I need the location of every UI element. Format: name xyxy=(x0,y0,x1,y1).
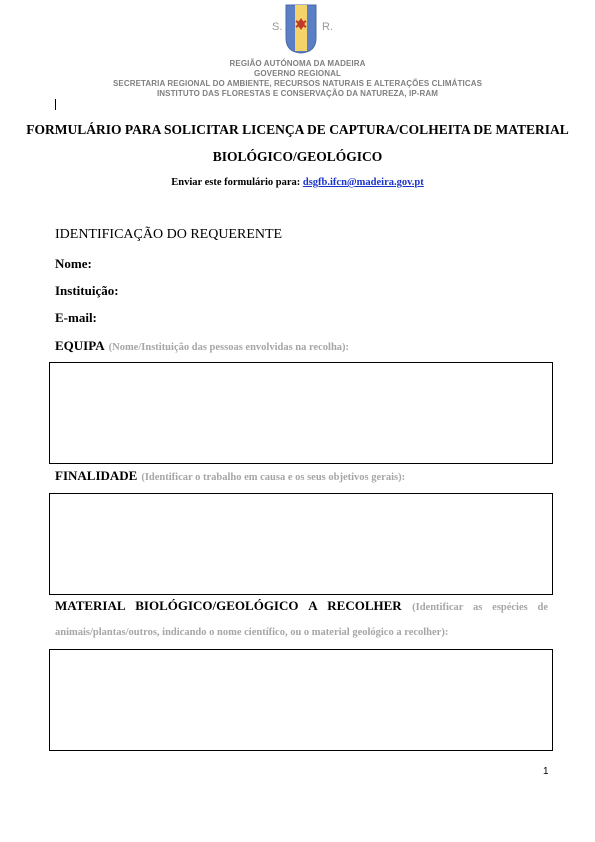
org-line-institute: INSTITUTO DAS FLORESTAS E CONSERVAÇÃO DA NATUREZA, IP-RAM xyxy=(156,89,439,98)
institution-label: Instituição: xyxy=(55,283,119,298)
material-hint-line-1: (Identificar as espécies de xyxy=(412,602,549,613)
org-line-government: GOVERNO REGIONAL xyxy=(254,69,341,78)
email-label: E-mail: xyxy=(55,310,97,325)
material-hint-line-2-wrap xyxy=(55,627,548,638)
page-number: 1 xyxy=(543,766,549,777)
email-link[interactable]: dsgfb.ifcn@madeira.gov.pt xyxy=(302,177,424,188)
send-instructions xyxy=(0,177,595,188)
coat-of-arms-logo xyxy=(285,4,317,54)
material-label: MATERIAL BIOLÓGICO/GEOLÓGICO A RECOLHER xyxy=(55,598,402,613)
material-heading xyxy=(55,598,548,616)
crest-letter-r: R. xyxy=(322,21,333,33)
purpose-label: FINALIDADE xyxy=(55,468,138,483)
text-cursor xyxy=(55,99,56,110)
purpose-hint: (Identificar o trabalho em causa e os seus objetivos gerais): xyxy=(141,472,406,483)
team-input-box[interactable] xyxy=(49,362,553,464)
material-hint-line-2: animais/plantas/outros, indicando o nome científico, ou o material geológico a recolher): xyxy=(55,627,449,638)
send-prefix: Enviar este formulário para: xyxy=(171,177,301,188)
team-label: EQUIPA xyxy=(55,338,105,353)
name-label: Nome: xyxy=(55,256,92,271)
org-line-region: REGIÃO AUTÓNOMA DA MADEIRA xyxy=(229,59,366,68)
purpose-input-box[interactable] xyxy=(49,493,553,595)
purpose-heading xyxy=(55,467,405,485)
form-title-line-1: FORMULÁRIO PARA SOLICITAR LICENÇA DE CAPTURA/COLHEITA DE MATERIAL xyxy=(26,122,569,137)
requester-section-title: IDENTIFICAÇÃO DO REQUERENTE xyxy=(55,227,283,242)
crest-letter-s: S. xyxy=(272,21,283,33)
org-line-secretariat: SECRETARIA REGIONAL DO AMBIENTE, RECURSOS NATURAIS E ALTERAÇÕES CLIMÁTICAS xyxy=(112,79,483,88)
team-heading xyxy=(55,337,349,355)
material-input-box[interactable] xyxy=(49,649,553,751)
form-title-line-2: BIOLÓGICO/GEOLÓGICO xyxy=(212,149,383,164)
team-hint: (Nome/Instituição das pessoas envolvidas na recolha): xyxy=(108,342,350,353)
